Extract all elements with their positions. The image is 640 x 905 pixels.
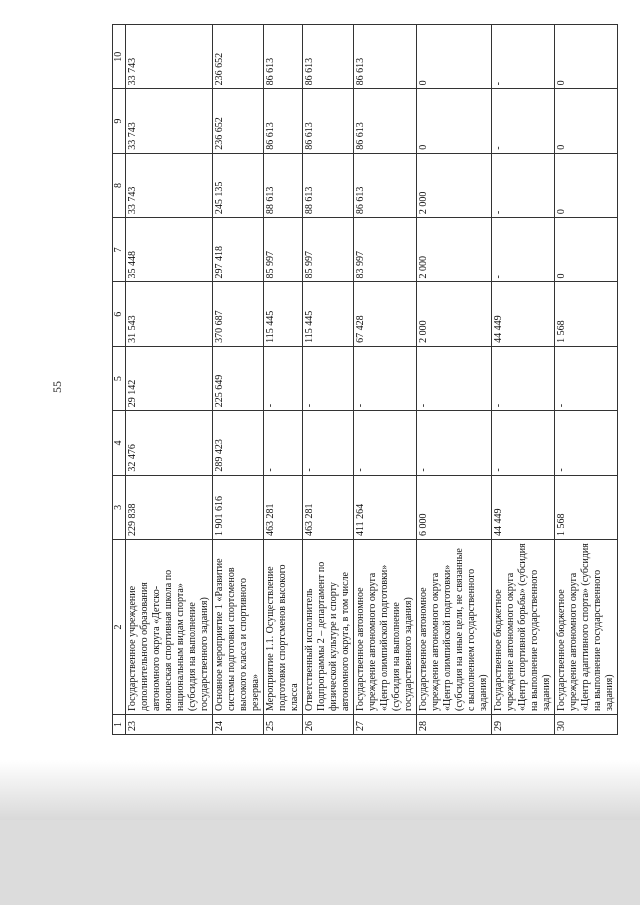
column-header-9: 9 (113, 89, 126, 153)
value-cell-3: 1 568 (555, 475, 618, 539)
row-number-cell: 26 (303, 715, 354, 735)
value-cell-5: - (354, 346, 417, 410)
row-name-cell: Государственное бюджетное учреждение автономного округа «Центр спортивной борьбы» (субсидия на выполнение государственного задания) (492, 540, 555, 715)
value-cell-9: 33 743 (126, 89, 213, 153)
value-cell-5: - (555, 346, 618, 410)
column-header-10: 10 (113, 25, 126, 89)
row-name-cell: Ответственный исполнитель Подпрограммы 2 – департамент по физической культуре и спорту автономного округа, в том числе (303, 540, 354, 715)
value-cell-9: 86 613 (264, 89, 303, 153)
value-cell-8: 88 613 (303, 153, 354, 217)
value-cell-10: 86 613 (354, 25, 417, 89)
value-cell-10: 0 (417, 25, 492, 89)
header-row (113, 25, 126, 735)
value-cell-4: - (555, 411, 618, 475)
column-header-6: 6 (113, 282, 126, 346)
value-cell-9: 86 613 (354, 89, 417, 153)
value-cell-8: 33 743 (126, 153, 213, 217)
row-name-cell: Государственное бюджетное учреждение автономного округа «Центр адаптивного спорта» (субсидия на выполнение государственного задания) (555, 540, 618, 715)
table-row (213, 25, 264, 735)
value-cell-7: 85 997 (264, 218, 303, 282)
page-number: 55 (50, 381, 64, 393)
value-cell-5: 225 649 (213, 346, 264, 410)
table-row (555, 25, 618, 735)
value-cell-4: - (264, 411, 303, 475)
value-cell-3: 1 901 616 (213, 475, 264, 539)
rotated-table-container (112, 25, 640, 735)
value-cell-9: 0 (555, 89, 618, 153)
row-number-cell: 30 (555, 715, 618, 735)
value-cell-7: 83 997 (354, 218, 417, 282)
row-number-cell: 28 (417, 715, 492, 735)
value-cell-9: 236 652 (213, 89, 264, 153)
value-cell-10: 0 (555, 25, 618, 89)
value-cell-8: 0 (555, 153, 618, 217)
row-name-cell: Государственное учреждение дополнительного образования автономного округа «Детско-юношеская спортивная школа по национальным видам спорта» (субсидия на выполнение государственного задания) (126, 540, 213, 715)
column-header-8: 8 (113, 153, 126, 217)
value-cell-6: 2 000 (417, 282, 492, 346)
value-cell-6: 115 445 (264, 282, 303, 346)
value-cell-10: 86 613 (264, 25, 303, 89)
value-cell-8: 88 613 (264, 153, 303, 217)
value-cell-7: 0 (555, 218, 618, 282)
value-cell-5: 29 142 (126, 346, 213, 410)
value-cell-4: - (303, 411, 354, 475)
value-cell-8: - (492, 153, 555, 217)
value-cell-9: - (492, 89, 555, 153)
row-name-cell: Государственное автономное учреждение автономного округа «Центр олимпийской подготовки» (субсидия на выполнение государственного задания) (354, 540, 417, 715)
value-cell-7: 85 997 (303, 218, 354, 282)
column-header-3: 3 (113, 475, 126, 539)
value-cell-6: 1 568 (555, 282, 618, 346)
table-row (264, 25, 303, 735)
table-body (126, 25, 618, 735)
value-cell-8: 2 000 (417, 153, 492, 217)
row-name-cell: Мероприятие 1.1. Осуществление подготовки спортсменов высокого класса (264, 540, 303, 715)
value-cell-7: 35 448 (126, 218, 213, 282)
value-cell-3: 6 000 (417, 475, 492, 539)
value-cell-5: - (303, 346, 354, 410)
value-cell-9: 0 (417, 89, 492, 153)
value-cell-8: 86 613 (354, 153, 417, 217)
row-name-cell: Основное мероприятие 1 «Развитие системы подготовки спортсменов высокого класса и спортивного резерва» (213, 540, 264, 715)
row-number-cell: 29 (492, 715, 555, 735)
column-header-1: 1 (113, 715, 126, 735)
value-cell-7: - (492, 218, 555, 282)
row-number-cell: 27 (354, 715, 417, 735)
value-cell-6: 67 428 (354, 282, 417, 346)
value-cell-3: 411 264 (354, 475, 417, 539)
table-row (417, 25, 492, 735)
row-number-cell: 25 (264, 715, 303, 735)
value-cell-4: - (354, 411, 417, 475)
value-cell-8: 245 135 (213, 153, 264, 217)
value-cell-4: - (492, 411, 555, 475)
value-cell-7: 2 000 (417, 218, 492, 282)
value-cell-4: 32 476 (126, 411, 213, 475)
value-cell-3: 463 281 (303, 475, 354, 539)
budget-table (112, 24, 618, 735)
column-header-2: 2 (113, 540, 126, 715)
table-row (126, 25, 213, 735)
table-row (354, 25, 417, 735)
value-cell-3: 44 449 (492, 475, 555, 539)
value-cell-3: 229 838 (126, 475, 213, 539)
value-cell-6: 44 449 (492, 282, 555, 346)
table-row (303, 25, 354, 735)
value-cell-10: - (492, 25, 555, 89)
value-cell-5: - (492, 346, 555, 410)
row-number-cell: 24 (213, 715, 264, 735)
table-row (492, 25, 555, 735)
scan-shadow (0, 760, 640, 820)
value-cell-5: - (264, 346, 303, 410)
column-header-5: 5 (113, 346, 126, 410)
value-cell-6: 115 445 (303, 282, 354, 346)
value-cell-9: 86 613 (303, 89, 354, 153)
column-header-7: 7 (113, 218, 126, 282)
row-name-cell: Государственное автономное учреждение автономного округа «Центр олимпийской подготовки» (субсидия на иные цели, не связанные с выполнением государственного задания) (417, 540, 492, 715)
value-cell-4: 289 423 (213, 411, 264, 475)
value-cell-7: 297 418 (213, 218, 264, 282)
value-cell-10: 86 613 (303, 25, 354, 89)
value-cell-4: - (417, 411, 492, 475)
value-cell-3: 463 281 (264, 475, 303, 539)
value-cell-6: 31 543 (126, 282, 213, 346)
value-cell-10: 33 743 (126, 25, 213, 89)
row-number-cell: 23 (126, 715, 213, 735)
value-cell-6: 370 687 (213, 282, 264, 346)
value-cell-5: - (417, 346, 492, 410)
column-header-4: 4 (113, 411, 126, 475)
value-cell-10: 236 652 (213, 25, 264, 89)
